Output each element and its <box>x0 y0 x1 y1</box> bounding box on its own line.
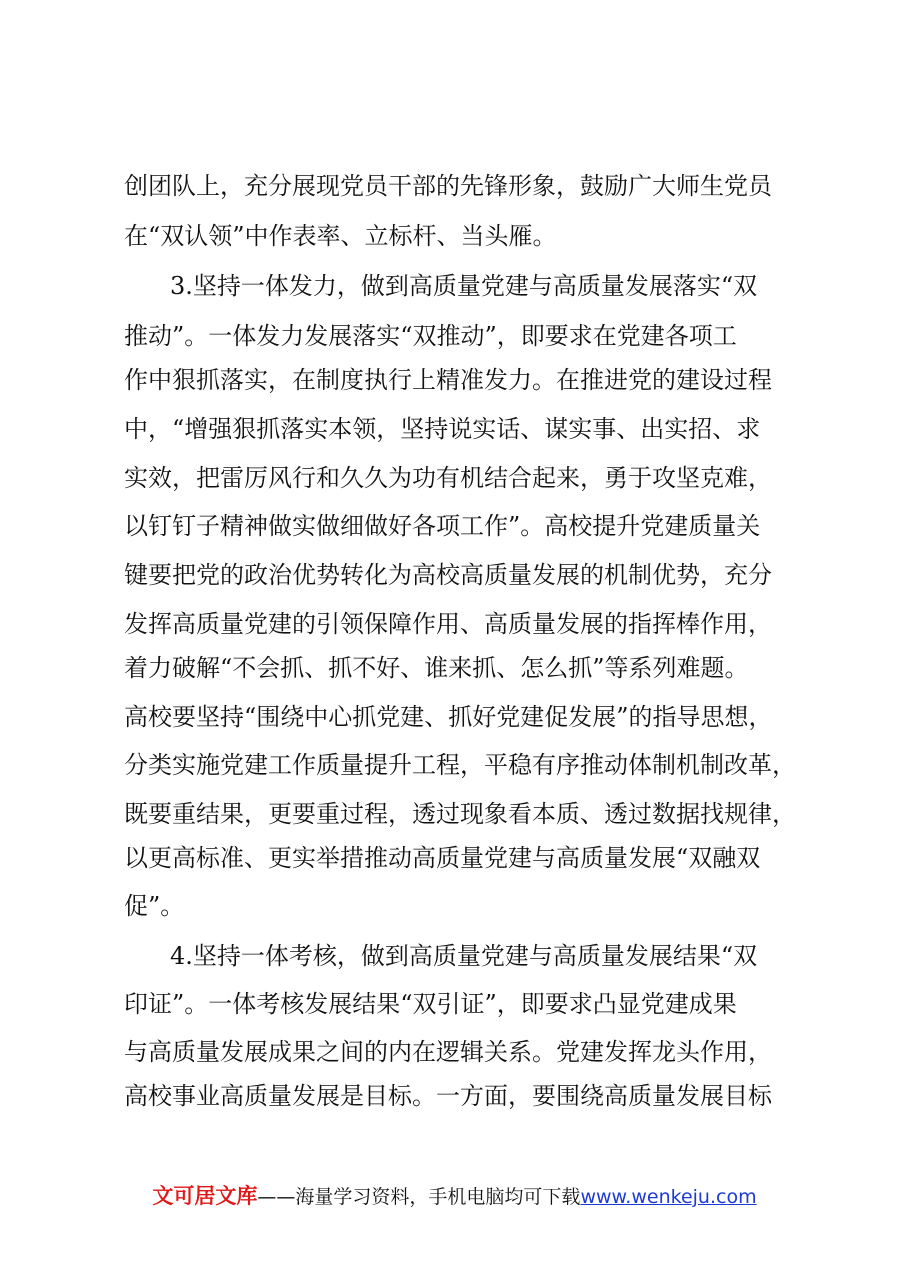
body-text-line: 发挥高质量党建的引领保障作用、高质量发展的指挥棒作用， <box>124 610 772 638</box>
body-text-line: 着力破解“不会抓、抓不好、谁来抓、怎么抓”等系列难题。 <box>124 654 749 682</box>
body-text-line: 以更高标准、更实举措推动高质量党建与高质量发展“双融双 <box>124 844 761 872</box>
section-heading-3: 3.坚持一体发力，做到高质量党建与高质量发展落实“双 <box>170 272 758 300</box>
body-text-line: 与高质量发展成果之间的内在逻辑关系。党建发挥龙头作用， <box>124 1038 772 1066</box>
body-text-line: 在“双认领”中作表率、立标杆、当头雁。 <box>124 222 557 250</box>
body-text-line: 推动”。一体发力发展落实“双推动”，即要求在党建各项工 <box>124 322 737 350</box>
body-text-line: 高校要坚持“围绕中心抓党建、抓好党建促发展”的指导思想， <box>124 703 773 731</box>
body-text-line: 印证”。一体考核发展结果“双引证”，即要求凸显党建成果 <box>124 990 737 1018</box>
body-text-line: 以钉钉子精神做实做细做好各项工作”。高校提升党建质量关 <box>124 512 761 540</box>
section-heading-4: 4.坚持一体考核，做到高质量党建与高质量发展结果“双 <box>170 942 758 970</box>
body-text-line: 促”。 <box>124 892 185 920</box>
footer-slogan: ——海量学习资料，手机电脑均可下载 <box>257 1186 581 1208</box>
website-link[interactable]: www.wenkeju.com <box>580 1186 757 1208</box>
body-text-line: 中，“增强狠抓落实本领，坚持说实话、谋实事、出实招、求 <box>124 415 761 443</box>
footer-banner <box>0 1180 909 1210</box>
body-text-line: 分类实施党建工作质量提升工程，平稳有序推动体制机制改革， <box>124 751 796 779</box>
body-text-line: 实效，把雷厉风行和久久为功有机结合起来，勇于攻坚克难， <box>124 464 772 492</box>
body-text-line: 作中狠抓落实，在制度执行上精准发力。在推进党的建设过程 <box>124 366 772 394</box>
body-text-line: 高校事业高质量发展是目标。一方面，要围绕高质量发展目标 <box>124 1082 772 1110</box>
brand-name: 文可居文库 <box>152 1184 258 1208</box>
body-text-line: 创团队上，充分展现党员干部的先锋形象，鼓励广大师生党员 <box>124 172 772 200</box>
body-text-line: 既要重结果，更要重过程，透过现象看本质、透过数据找规律， <box>124 800 796 828</box>
body-text-line: 键要把党的政治优势转化为高校高质量发展的机制优势，充分 <box>124 561 772 589</box>
